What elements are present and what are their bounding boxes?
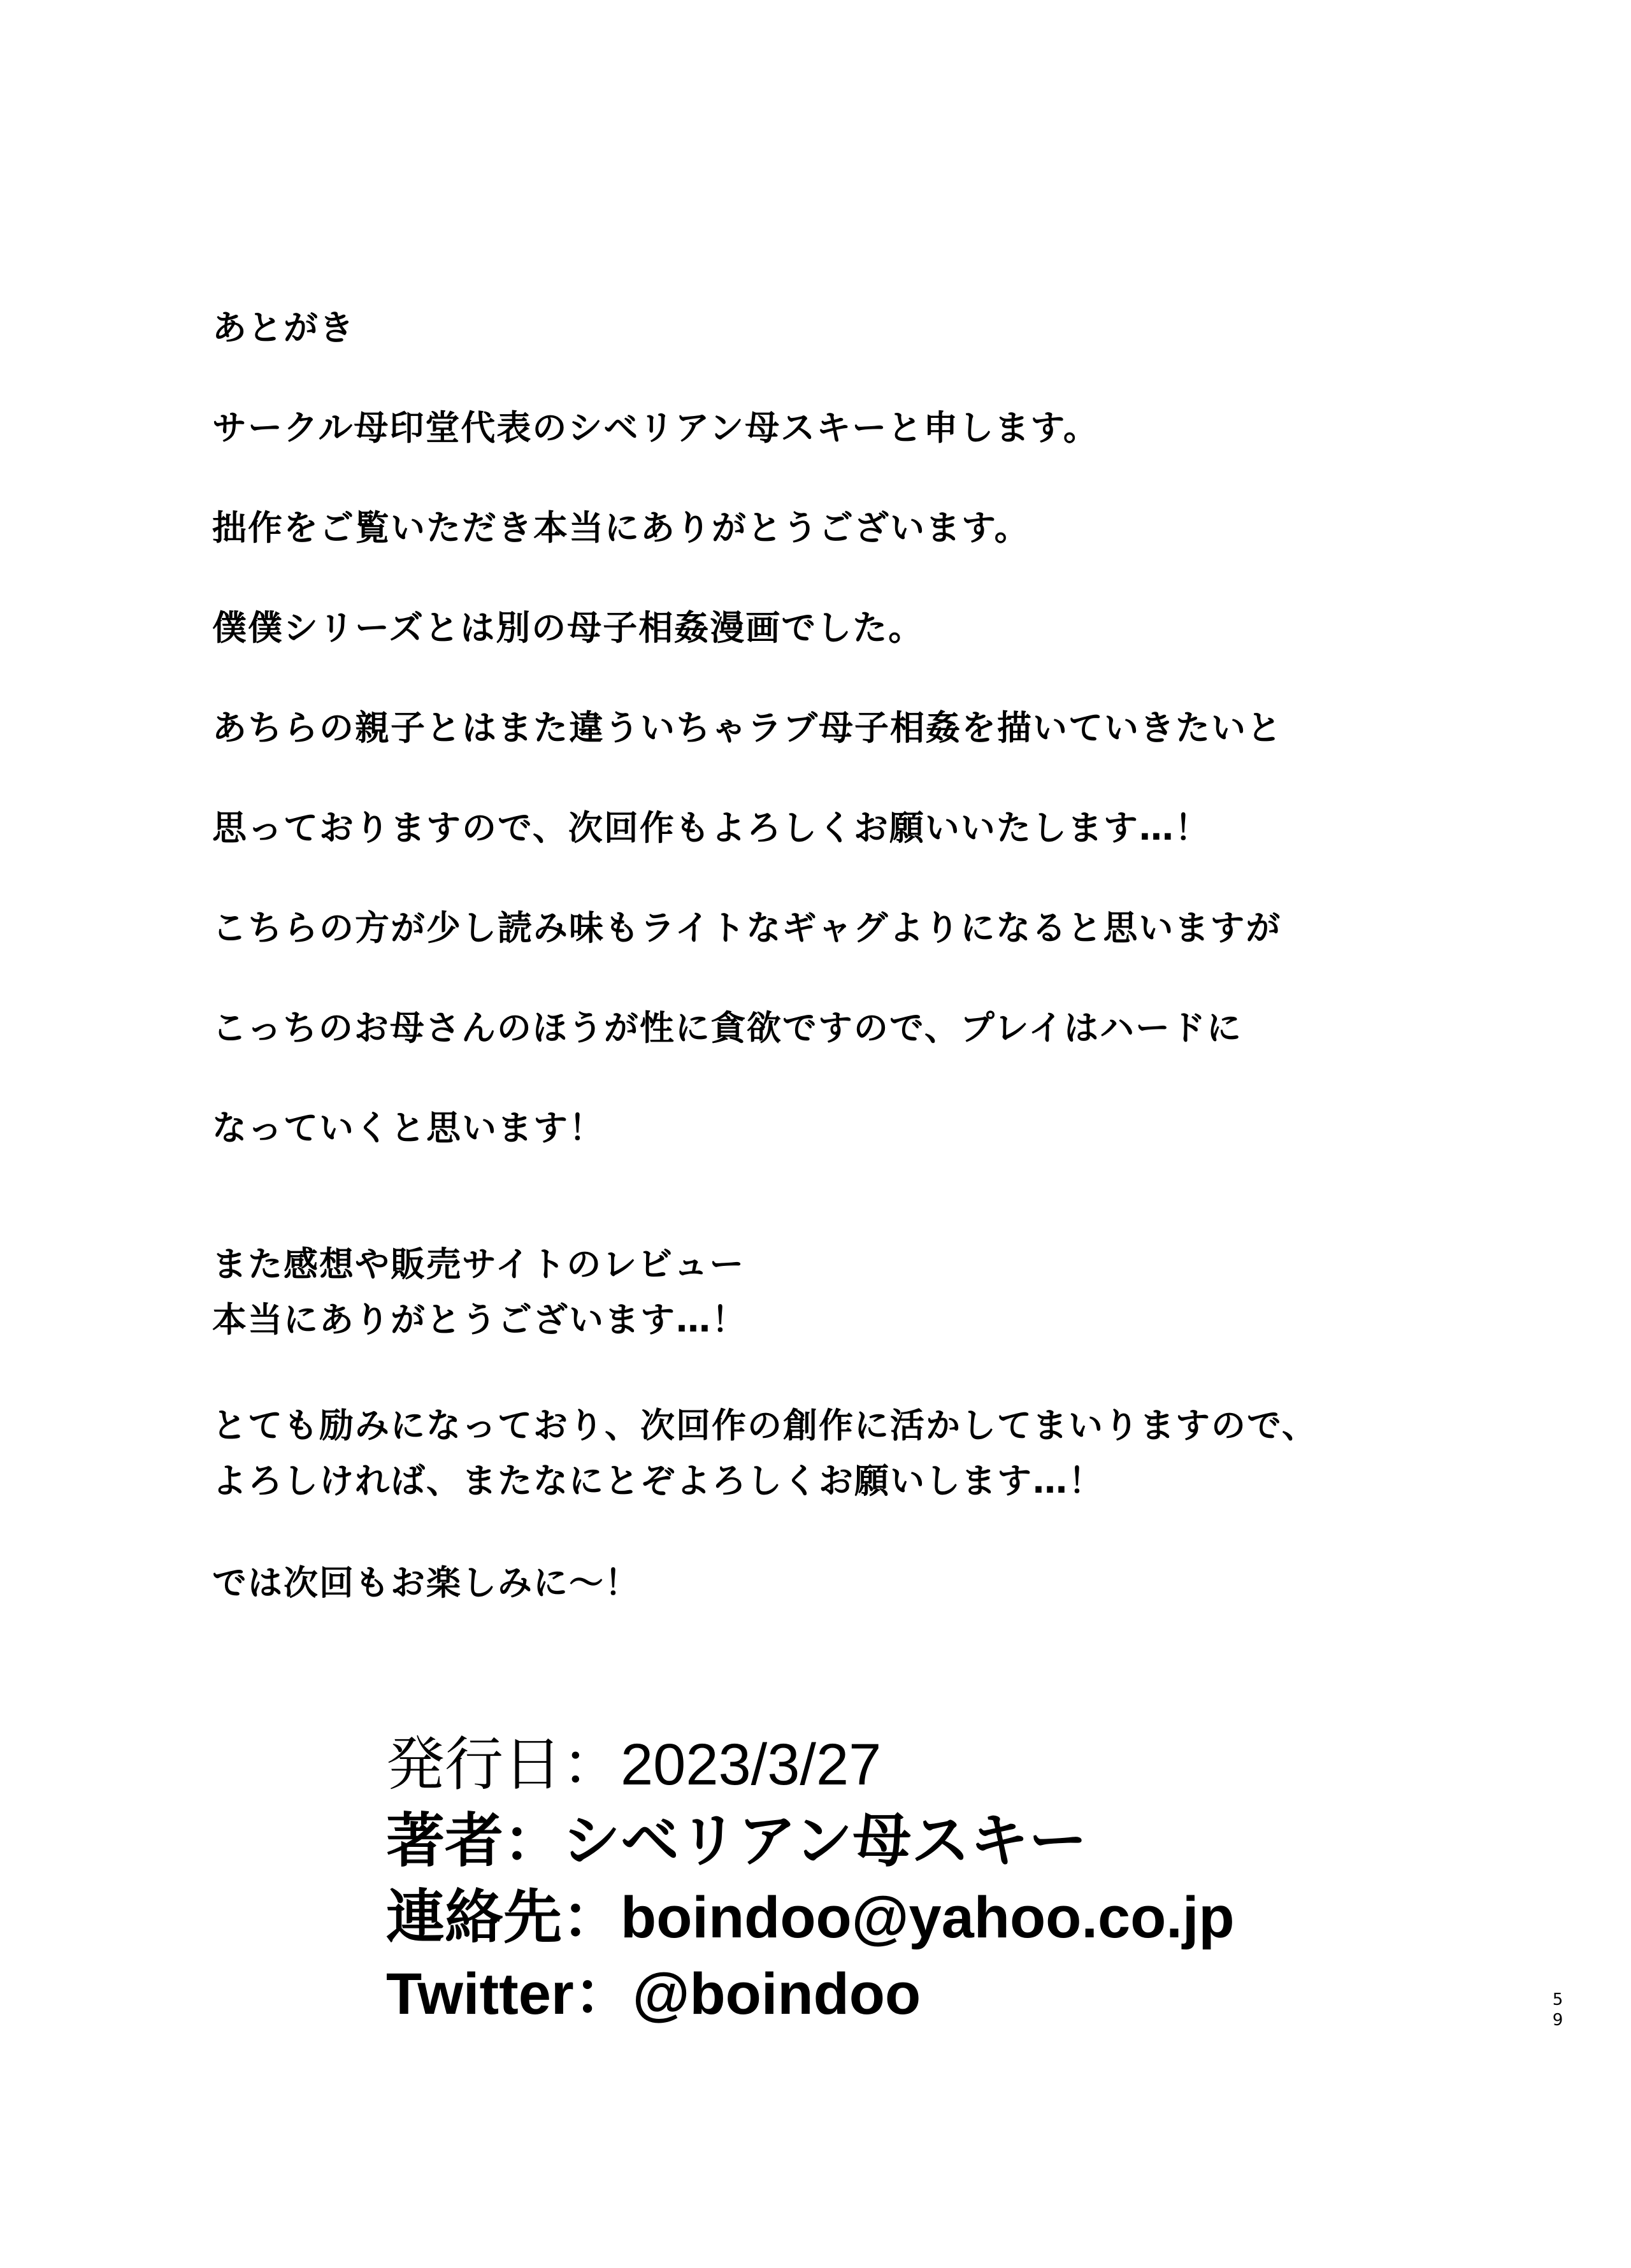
author: 著者：シベリアン母スキー (386, 1809, 1088, 1874)
page-number: 59 (1552, 1990, 1563, 2030)
afterword-line: 拙作をご覧いただき本当にありがとうございます。 (212, 508, 1030, 548)
afterword-line: なっていくと思います！ (212, 1108, 605, 1148)
twitter-handle: Twitter：@boindoo (386, 1962, 921, 2027)
afterword-line: 思っておりますので、次回作もよろしくお願いいたします…！ (212, 808, 1211, 848)
afterword-line: 僕僕シリーズとは別の母子相姦漫画でした。 (212, 608, 924, 648)
afterword-line: また感想や販売サイトのレビュー (212, 1244, 745, 1284)
afterword-title: あとがき (212, 308, 355, 348)
afterword-line: とても励みになっており、次回作の創作に活かしてまいりますので、 (212, 1405, 1318, 1446)
afterword-line: サークル母印堂代表のシベリアン母スキーと申します。 (212, 408, 1099, 448)
issue-date: 発行日：2023/3/27 (386, 1732, 882, 1797)
afterword-line: では次回もお楽しみに～！ (212, 1563, 640, 1603)
afterword-line: こっちのお母さんのほうが性に貪欲ですので、プレイはハードに (212, 1008, 1242, 1048)
afterword-line: こちらの方が少し読み味もライトなギャグよりになると思いますが (212, 908, 1282, 948)
afterword-line: よろしければ、またなにとぞよろしくお願いします…！ (212, 1461, 1104, 1501)
afterword-line: あちらの親子とはまた違ういちゃラブ母子相姦を描いていきたいと (212, 708, 1283, 748)
afterword-line: 本当にありがとうございます…！ (212, 1300, 747, 1340)
contact-email: 連絡先：boindoo@yahoo.co.jp (386, 1885, 1235, 1950)
